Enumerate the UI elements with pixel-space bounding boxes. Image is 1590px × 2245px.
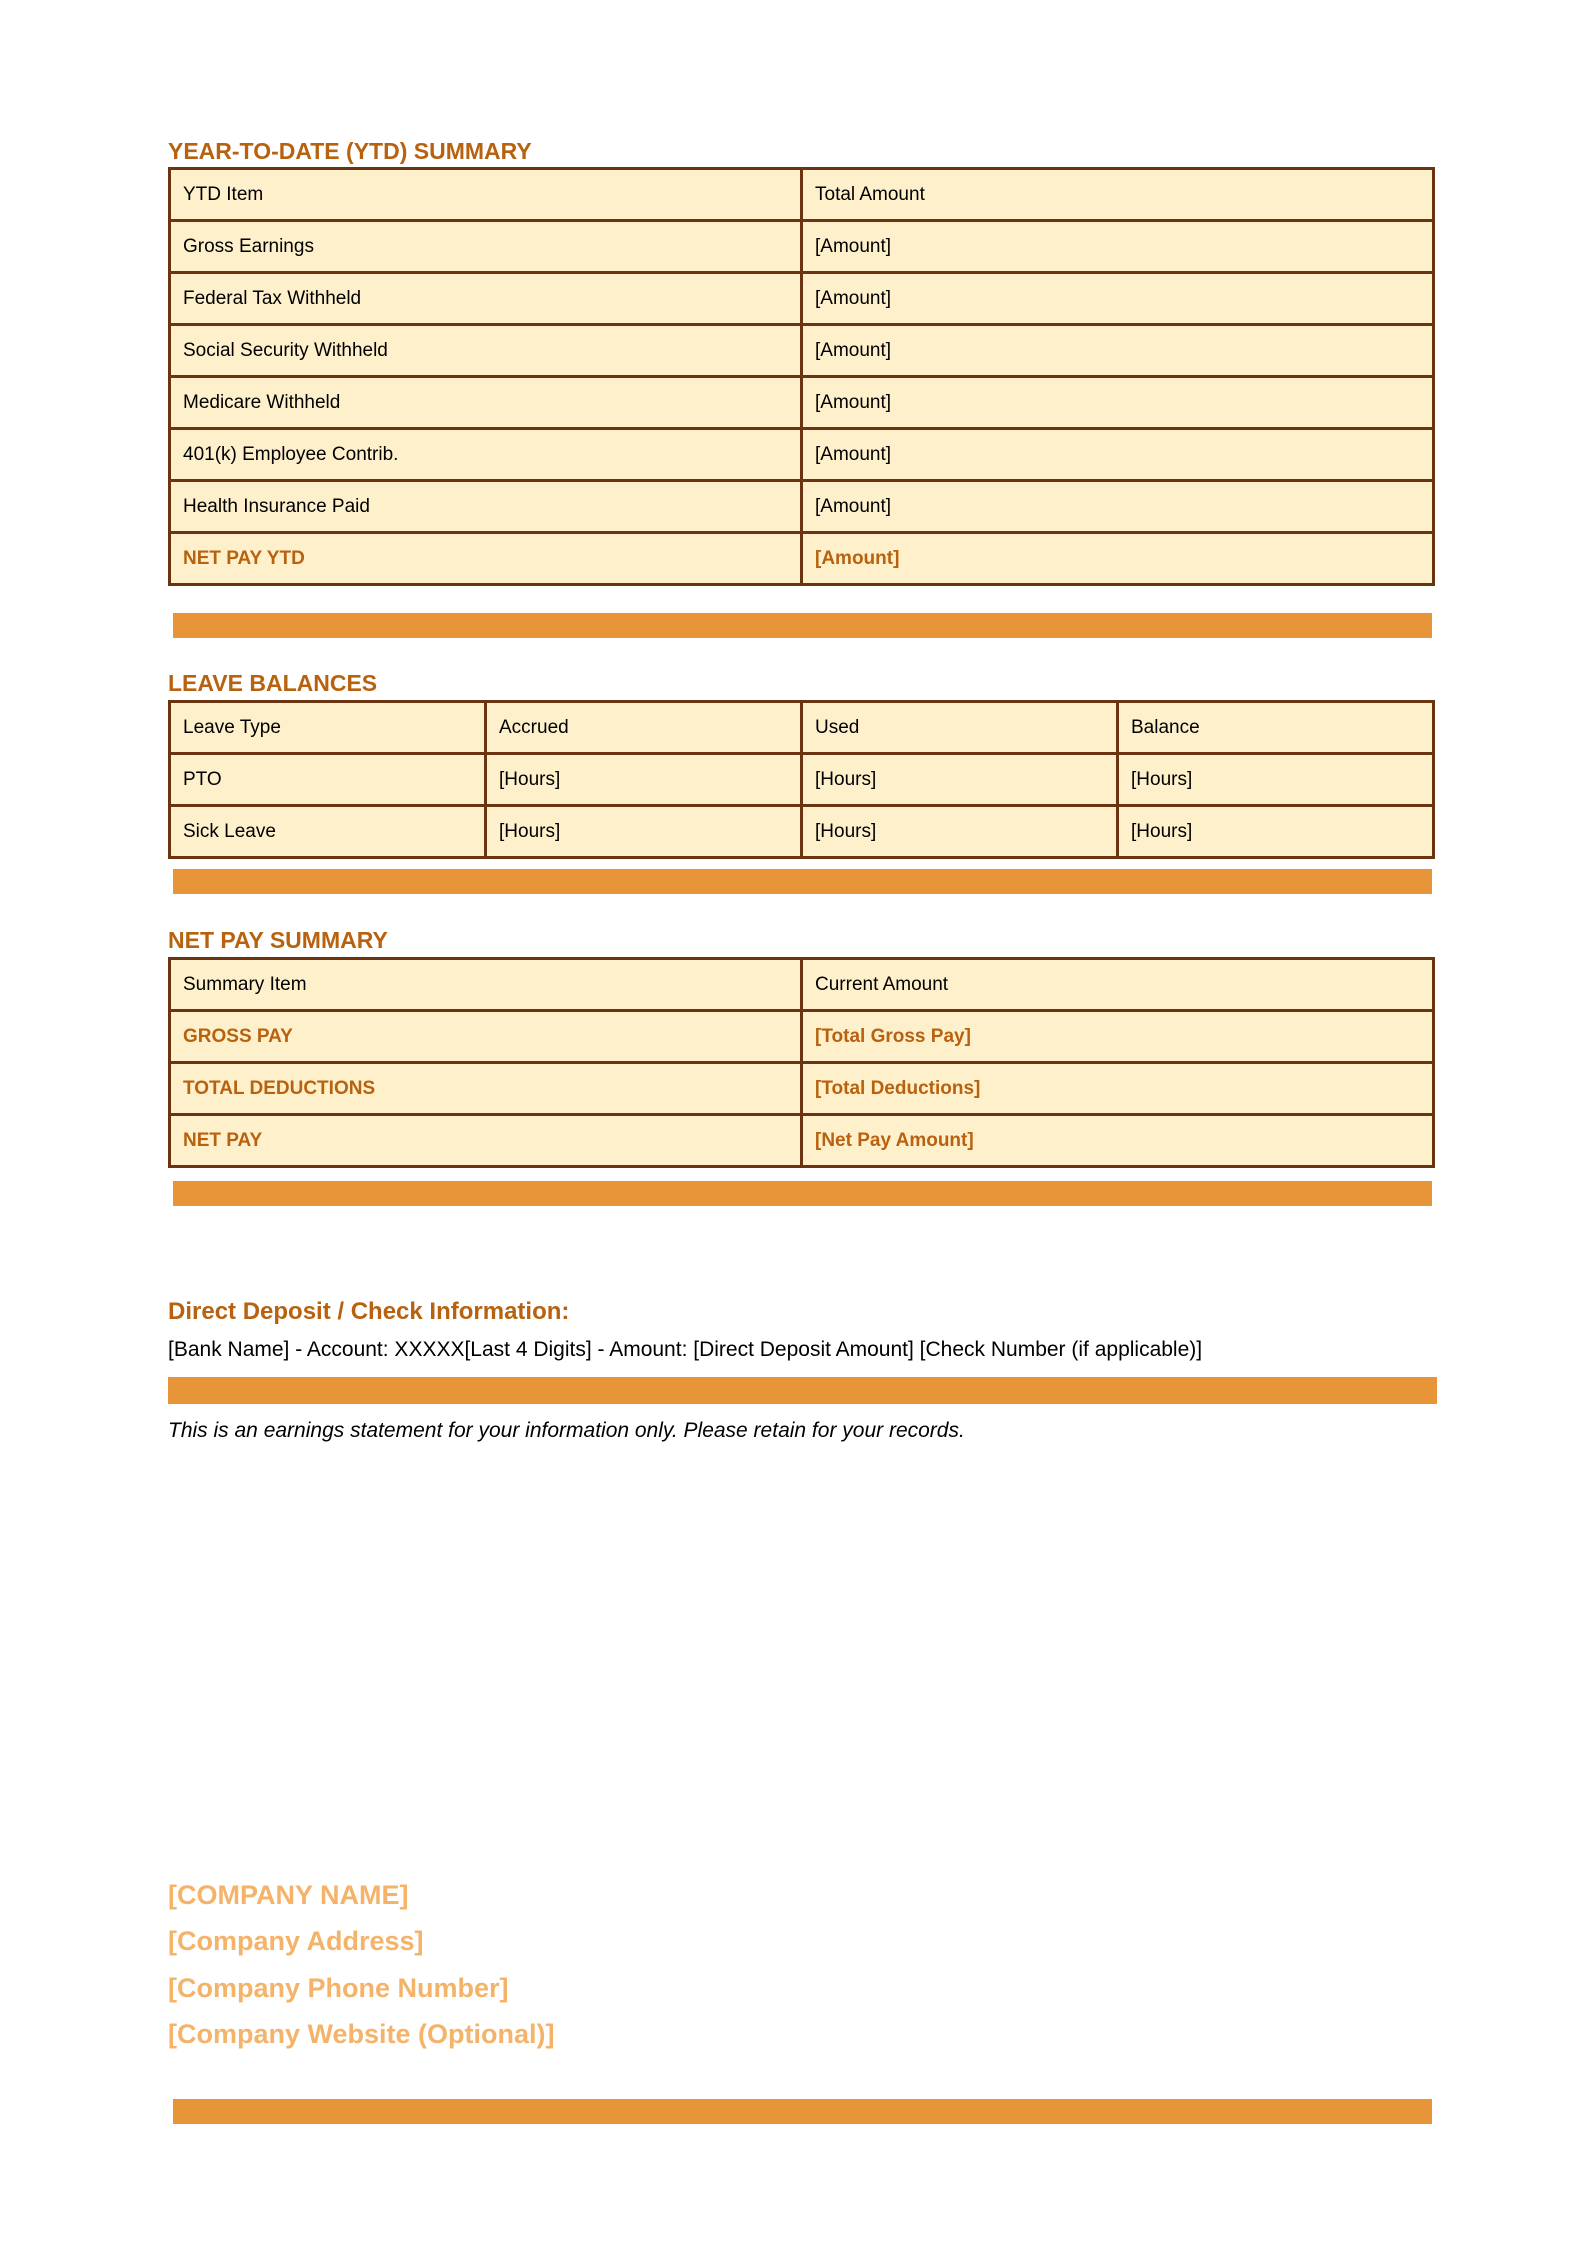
table-header-row [170, 702, 1434, 754]
net-pay-ytd-label: NET PAY YTD [170, 533, 802, 585]
header-cell: Current Amount [802, 959, 1434, 1011]
used-cell: [Hours] [802, 806, 1118, 858]
header-cell: Balance [1118, 702, 1434, 754]
deposit-title: Direct Deposit / Check Information: [168, 1298, 570, 1325]
table-row [170, 1115, 1434, 1167]
total-deductions-label: TOTAL DEDUCTIONS [170, 1063, 802, 1115]
ytd-summary-table [168, 167, 1435, 586]
accrued-cell: [Hours] [486, 754, 802, 806]
divider-bar [173, 613, 1432, 638]
ytd-amount-cell: [Amount] [802, 221, 1434, 273]
leave-type-cell: Sick Leave [170, 806, 486, 858]
divider-bar [173, 1181, 1432, 1206]
ytd-item-cell: Social Security Withheld [170, 325, 802, 377]
header-cell: Leave Type [170, 702, 486, 754]
table-row [170, 429, 1434, 481]
disclaimer: This is an earnings statement for your information only. Please retain for your records. [168, 1419, 965, 1442]
ytd-amount-cell: [Amount] [802, 377, 1434, 429]
ytd-amount-cell: [Amount] [802, 429, 1434, 481]
table-row [170, 754, 1434, 806]
leave-balances-table [168, 700, 1435, 859]
used-cell: [Hours] [802, 754, 1118, 806]
net-pay-ytd-amount: [Amount] [802, 533, 1434, 585]
table-row [170, 325, 1434, 377]
ytd-item-cell: 401(k) Employee Contrib. [170, 429, 802, 481]
ytd-amount-cell: [Amount] [802, 325, 1434, 377]
ytd-item-cell: Gross Earnings [170, 221, 802, 273]
header-cell: Total Amount [802, 169, 1434, 221]
table-row [170, 377, 1434, 429]
ytd-item-cell: Federal Tax Withheld [170, 273, 802, 325]
balance-cell: [Hours] [1118, 806, 1434, 858]
net-pay-amount: [Net Pay Amount] [802, 1115, 1434, 1167]
table-row [170, 273, 1434, 325]
table-header-row [170, 169, 1434, 221]
net-pay-summary-table [168, 957, 1435, 1168]
header-cell: Summary Item [170, 959, 802, 1011]
table-row [170, 1011, 1434, 1063]
header-cell: YTD Item [170, 169, 802, 221]
table-header-row [170, 959, 1434, 1011]
table-row [170, 221, 1434, 273]
company-phone: [Company Phone Number] [168, 1973, 509, 2003]
footer-bar [173, 2099, 1432, 2124]
ytd-item-cell: Health Insurance Paid [170, 481, 802, 533]
header-cell: Accrued [486, 702, 802, 754]
divider-bar [168, 1377, 1437, 1404]
accrued-cell: [Hours] [486, 806, 802, 858]
ytd-total-row [170, 533, 1434, 585]
ytd-item-cell: Medicare Withheld [170, 377, 802, 429]
balance-cell: [Hours] [1118, 754, 1434, 806]
total-deductions-amount: [Total Deductions] [802, 1063, 1434, 1115]
company-website: [Company Website (Optional)] [168, 2019, 555, 2049]
leave-type-cell: PTO [170, 754, 486, 806]
header-cell: Used [802, 702, 1118, 754]
divider-bar [173, 869, 1432, 894]
leave-balances-title: LEAVE BALANCES [168, 670, 378, 696]
ytd-amount-cell: [Amount] [802, 273, 1434, 325]
company-address: [Company Address] [168, 1926, 424, 1956]
deposit-info: [Bank Name] - Account: XXXXX[Last 4 Digits] - Amount: [Direct Deposit Amount] [Check Number (if applicable)] [168, 1338, 1203, 1361]
table-row [170, 1063, 1434, 1115]
net-pay-summary-title: NET PAY SUMMARY [168, 927, 388, 953]
table-row [170, 481, 1434, 533]
ytd-amount-cell: [Amount] [802, 481, 1434, 533]
gross-pay-amount: [Total Gross Pay] [802, 1011, 1434, 1063]
ytd-summary-title: YEAR-TO-DATE (YTD) SUMMARY [168, 138, 532, 164]
gross-pay-label: GROSS PAY [170, 1011, 802, 1063]
table-row [170, 806, 1434, 858]
net-pay-label: NET PAY [170, 1115, 802, 1167]
company-name: [COMPANY NAME] [168, 1880, 409, 1910]
